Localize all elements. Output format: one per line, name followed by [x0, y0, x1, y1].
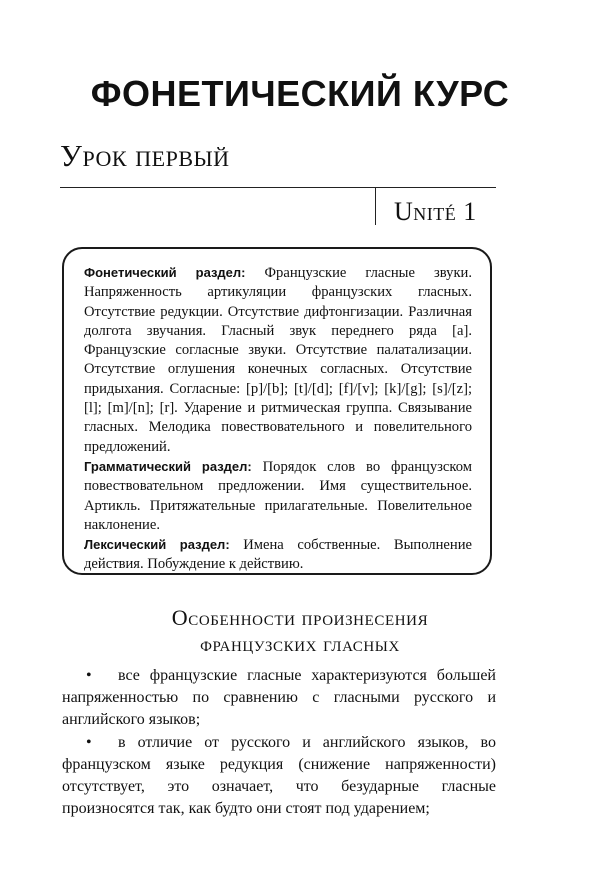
lexical-section-text: Имена собственные. Выполнение действия. Побуждение к действию. — [84, 537, 472, 573]
lexical-section — [84, 535, 472, 575]
phonetic-section-text: Французские гласные звуки. Напряженность артикуляции французских гласных. Отсутствие редукции. Отсутствие дифтонгизации. Различная долгота звучания. Гласный звук переднего ряда [a]. Французские согласные звуки. Отсутствие палатализации. Отсутствие оглушения конечных согласных. Отсутствие придыхания. Согласные: [p]/[b]; [t]/[d]; [f]/[v]; [k]/[g]; [s]/[z]; [l]; [m]/[n]; [r]. Ударение и ритмическая группа. Связывание гласных. Мелодика повествовательного и повелительного предложений. — [84, 265, 472, 455]
lexical-section-label: Лексический раздел: — [84, 537, 230, 553]
section-heading — [0, 605, 600, 657]
list-item-text: все французские гласные характеризуются большей напряженностью по сравнению с гласными русского и английского языков; — [62, 667, 496, 729]
lesson-summary-box — [62, 247, 492, 575]
grammar-section-text: Порядок слов во французском повествовательном предложении. Имя существительное. Артикль. Притяжательные прилагательные. Повелительное наклонение. — [84, 458, 472, 533]
phonetic-section — [84, 263, 472, 457]
list-item — [62, 732, 496, 821]
unit-divider — [375, 187, 376, 225]
header-divider — [60, 187, 496, 188]
bullet-icon: • — [86, 733, 92, 751]
section-heading-line-1: Особенности произнесения — [171, 605, 429, 630]
unit-title: Unité 1 — [394, 197, 477, 226]
course-title: ФОНЕТИЧЕСКИЙ КУРС — [90, 73, 510, 114]
list-item-text: в отличие от русского и английского языков, во французском языке редукция (снижение напряженности) отсутствует, это означает, что безударные гласные произносятся так, как будто они стоят под ударением; — [62, 733, 496, 818]
section-heading-line-2: французских гласных — [200, 631, 400, 656]
bullet-icon: • — [86, 667, 92, 684]
lesson-title: Урок первый — [60, 138, 230, 173]
list-item — [62, 665, 496, 732]
vowel-features-list — [62, 665, 496, 820]
phonetic-section-label: Фонетический раздел: — [84, 265, 246, 280]
grammar-section — [84, 457, 472, 535]
grammar-section-label: Грамматический раздел: — [84, 458, 252, 474]
